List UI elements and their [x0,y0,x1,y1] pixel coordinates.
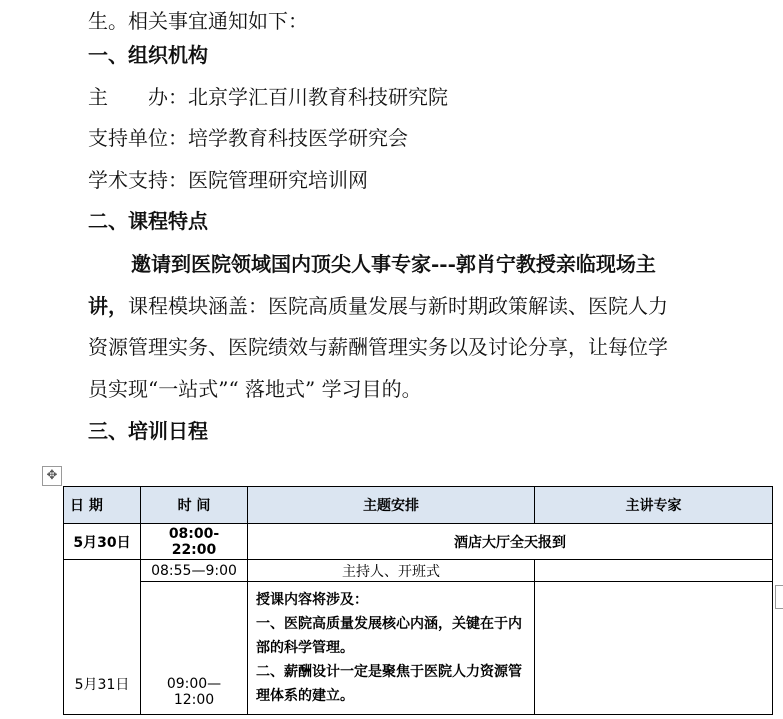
row2-time: 08:55—9:00 [141,560,248,582]
topic-line: 理体系的建立。 [256,688,354,704]
feature-paragraph-line-3: 资源管理实务、医院绩效与薪酬管理实务以及讨论分享，让每位学 [88,335,668,359]
row3-date: 5月31日 [64,560,141,715]
table-row [64,524,773,560]
feature-modules-text: 课程模块涵盖：医院高质量发展与新时期政策解读、医院人力 [128,294,668,318]
row1-date: 5月30日 [64,524,141,560]
table-header-row [64,487,773,524]
topic-line: 二、薪酬设计一定是聚焦于医院人力资源管 [256,664,522,680]
academic-support-line: 学术支持：医院管理研究培训网 [88,168,368,192]
intro-line: 生。相关事宜通知如下： [88,9,308,33]
support-unit-line: 支持单位：培学教育科技医学研究会 [88,126,408,150]
section-heading-schedule: 三、培训日程 [88,419,208,443]
table-row [64,560,773,582]
feature-lead-end: 讲， [88,294,128,318]
row1-event: 酒店大厅全天报到 [248,524,773,560]
feature-paragraph-lead: 邀请到医院领域国内顶尖人事专家---郭肖宁教授亲临现场主 [131,252,656,276]
header-topic: 主题安排 [248,487,535,524]
feature-paragraph-line-4: 员实现“一站式”“ 落地式” 学习目的。 [88,377,422,401]
topic-line: 部的科学管理。 [256,640,354,656]
move-arrows-icon[interactable]: ✥ [42,466,62,486]
row2-event: 主持人、开班式 [248,560,535,582]
row3-time: 09:00—12:00 [141,582,248,715]
feature-paragraph-line-2 [88,293,668,319]
section-heading-features: 二、课程特点 [88,209,208,233]
row3-speaker [535,582,773,715]
schedule-table [63,486,773,715]
section-heading-organization: 一、组织机构 [88,43,208,67]
header-date: 日 期 [64,487,141,524]
topic-line: 一、医院高质量发展核心内涵，关键在于内 [256,616,522,632]
row3-topic [248,582,535,715]
header-time: 时 间 [141,487,248,524]
topic-line: 授课内容将涉及： [256,592,368,608]
table-row [64,582,773,715]
resize-handle-icon[interactable] [775,585,783,609]
row1-time: 08:00-22:00 [141,524,248,560]
row2-speaker [535,560,773,582]
header-speaker: 主讲专家 [535,487,773,524]
organizer-line: 主 办：北京学汇百川教育科技研究院 [88,85,448,109]
